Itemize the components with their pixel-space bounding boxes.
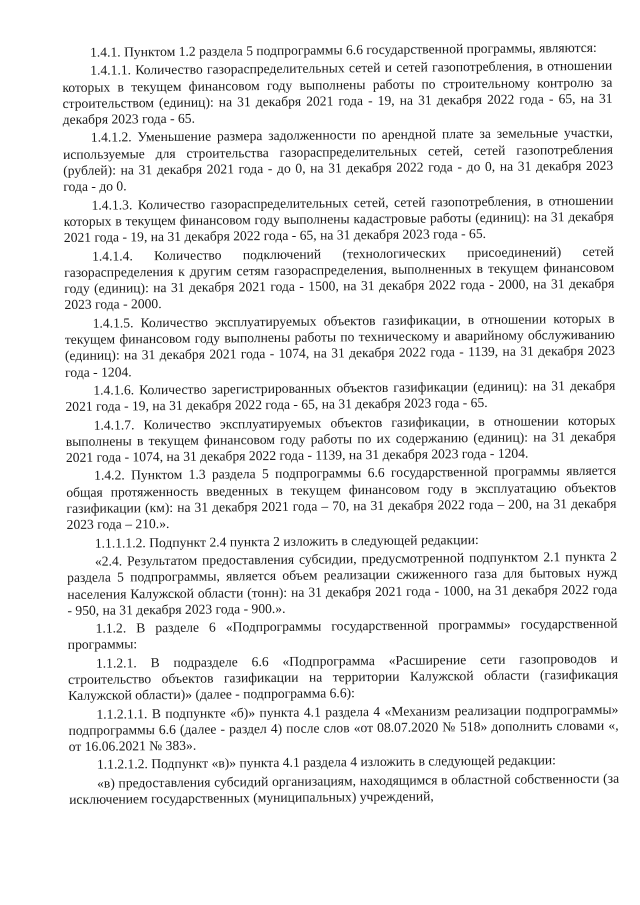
paragraph-1-4-1-3: 1.4.1.3. Количество газораспределительных сетей, сетей газопотребления, в отношении которых в текущем финансовом году выполнены кадастровые работы (единиц): на 31 декабря 2021 года - 19, на 31 декабря 2022 года - 65, на 31 декабря 2023 года - 65. — [63, 192, 614, 246]
paragraph-1-1-2-1: 1.1.2.1. В подразделе 6.6 «Подпрограмма «Расширение сети газопроводов и строительство объектов газификации на территории Калужской области (газификация Калужской области)» (далее - подпрограмма 6.6): — [68, 650, 619, 704]
document-body — [62, 40, 619, 811]
paragraph-1-1-1-1-2: 1.1.1.1.2. Подпункт 2.4 пункта 2 изложить в следующей редакции: — [94, 531, 479, 551]
paragraph-quote-v: «в) предоставления субсидий организациям, находящимся в областной собственности (за исключением государственных (муниципальных) учреждений, — [69, 770, 620, 808]
paragraph-1-4-1-4: 1.4.1.4. Количество подключений (технологических присоединений) сетей газораспределения к другим сетям газораспределения, выполненных в текущем финансовом году (единиц): на 31 декабря 2021 года - 1500, на 31 декабря 2022 года - 2000, на 31 декабря 2023 года - 2000. — [64, 243, 615, 313]
paragraph-1-4-1-6: 1.4.1.6. Количество зарегистрированных объектов газификации (единиц): на 31 декабря 2021 года - 19, на 31 декабря 2022 года - 65, на 31 декабря 2023 года - 65. — [65, 377, 616, 415]
paragraph-1-1-2: 1.1.2. В разделе 6 «Подпрограммы государственной программы» государственной программы: — [67, 615, 618, 653]
paragraph-1-4-1-2: 1.4.1.2. Уменьшение размера задолженности по арендной плате за земельные участки, используемые для строительства газораспределительных сетей, сетей газопотребления (рублей): на 31 декабря 2021 года - до 0, на 31 декабря 2022 года - до 0, на 31 декабря 2023 года - до 0. — [62, 125, 614, 195]
paragraph-1-4-1-7: 1.4.1.7. Количество эксплуатируемых объектов газификации, в отношении которых выполнены в текущем финансовом году работы по их содержанию (единиц): на 31 декабря 2021 года - 1074, на 31 декабря 2022 года - 1139, на 31 декабря 2023 года - 1204. — [65, 412, 616, 466]
paragraph-1-1-2-1-1: 1.1.2.1.1. В подпункте «б)» пункта 4.1 раздела 4 «Механизм реализации подпрограммы» подпрограммы 6.6 (далее - раздел 4) после слов «от 08.07.2020 № 518» дополнить словами «, от 16.06.2021 № 383». — [68, 701, 619, 755]
paragraph-quote-2-4: «2.4. Результатом предоставления субсидии, предусмотренной подпунктом 2.1 пункта 2 раздела 5 подпрограммы, является объем реализации сжиженного газа для бытовых нужд населения Калужской области (тонн): на 31 декабря 2021 года - 1000, на 31 декабря 2022 года - 950, на 31 декабря 2023 года - 900.». — [67, 548, 618, 618]
paragraph-1-4-2: 1.4.2. Пунктом 1.3 раздела 5 подпрограммы 6.6 государственной программы является общая протяженность введенных в текущем финансовом году в эксплуатацию объектов газификации (км): на 31 декабря 2021 года – 70, на 31 декабря 2022 года – 200, на 31 декабря 2023 года – 210.». — [66, 463, 617, 533]
paragraph-1-4-1-5: 1.4.1.5. Количество эксплуатируемых объектов газификации, в отношении которых в текущем финансовом году выполнены работы по техническому и аварийному обслуживанию (единиц): на 31 декабря 2021 года - 1074, на 31 декабря 2022 года - 1139, на 31 декабря 2023 года - 1204. — [64, 310, 616, 380]
paragraph-1-4-1: 1.4.1. Пунктом 1.2 раздела 5 подпрограммы 6.6 государственной программы, являются: — [89, 39, 597, 60]
paragraph-1-4-1-1: 1.4.1.1. Количество газораспределительных сетей и сетей газопотребления, в отношении которых в текущем финансовом году выполнены работы по строительному контролю за строительством (единиц): на 31 декабря 2021 года - 19, на 31 декабря 2022 года - 65, на 31 декабря 2023 года - 65. — [62, 58, 613, 128]
paragraph-1-1-2-1-2: 1.1.2.1.2. Подпункт «в)» пункта 4.1 раздела 4 изложить в следующей редакции: — [96, 752, 556, 773]
